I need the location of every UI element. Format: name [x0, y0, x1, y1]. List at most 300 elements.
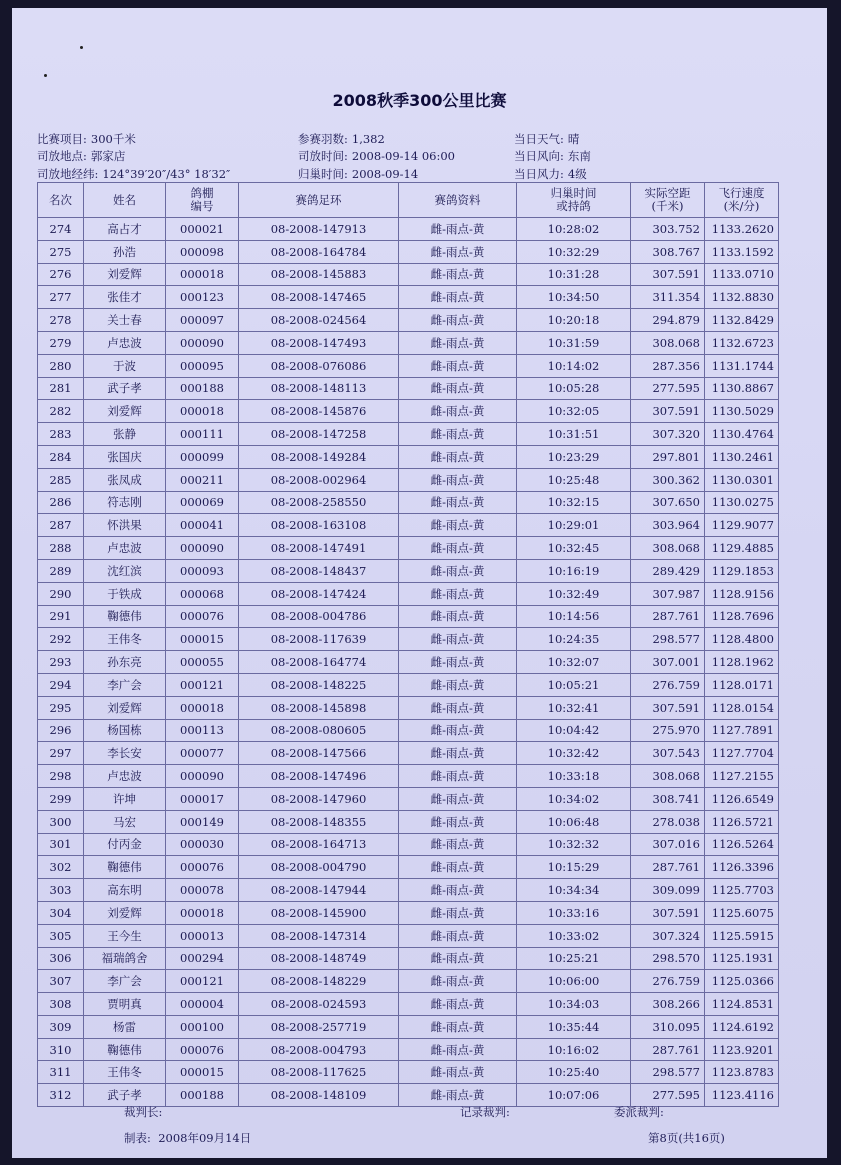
cell-loft-no: 000099 [166, 445, 239, 468]
cell-name: 武子孝 [84, 377, 166, 400]
cell-info: 雌-雨点-黄 [399, 491, 517, 514]
cell-info: 雌-雨点-黄 [399, 354, 517, 377]
cell-return-time: 10:24:35 [517, 628, 631, 651]
cell-loft-no: 000121 [166, 673, 239, 696]
cell-ring: 08-2008-004790 [239, 856, 399, 879]
table-row [38, 742, 779, 765]
cell-ring: 08-2008-147960 [239, 787, 399, 810]
cell-distance: 307.591 [631, 696, 705, 719]
cell-rank: 312 [38, 1084, 84, 1107]
cell-name: 刘爱辉 [84, 901, 166, 924]
scan-speck [80, 46, 83, 49]
cell-name: 王伟冬 [84, 1061, 166, 1084]
cell-loft-no: 000004 [166, 993, 239, 1016]
cell-speed: 1133.2620 [705, 218, 779, 241]
cell-ring: 08-2008-147314 [239, 924, 399, 947]
cell-rank: 287 [38, 514, 84, 537]
table-row [38, 696, 779, 719]
cell-ring: 08-2008-147424 [239, 582, 399, 605]
table-row [38, 1061, 779, 1084]
cell-loft-no: 000188 [166, 377, 239, 400]
cell-loft-no: 000123 [166, 286, 239, 309]
cell-distance: 287.761 [631, 856, 705, 879]
cell-info: 雌-雨点-黄 [399, 856, 517, 879]
cell-speed: 1127.2155 [705, 765, 779, 788]
cell-info: 雌-雨点-黄 [399, 993, 517, 1016]
cell-rank: 304 [38, 901, 84, 924]
cell-return-time: 10:32:07 [517, 651, 631, 674]
cell-info: 雌-雨点-黄 [399, 605, 517, 628]
cell-name: 卢忠波 [84, 537, 166, 560]
cell-rank: 303 [38, 879, 84, 902]
cell-info: 雌-雨点-黄 [399, 765, 517, 788]
cell-name: 李广会 [84, 970, 166, 993]
table-row [38, 331, 779, 354]
cell-loft-no: 000121 [166, 970, 239, 993]
table-row [38, 559, 779, 582]
cell-distance: 298.577 [631, 628, 705, 651]
cell-info: 雌-雨点-黄 [399, 286, 517, 309]
cell-distance: 289.429 [631, 559, 705, 582]
cell-rank: 281 [38, 377, 84, 400]
release-time: 司放时间: 2008-09-14 06:00 [298, 149, 455, 163]
cell-speed: 1130.5029 [705, 400, 779, 423]
header-info: 赛鸽资料 [399, 183, 517, 218]
cell-name: 王今生 [84, 924, 166, 947]
cell-speed: 1127.7704 [705, 742, 779, 765]
table-row [38, 901, 779, 924]
cell-rank: 282 [38, 400, 84, 423]
cell-loft-no: 000098 [166, 240, 239, 263]
cell-ring: 08-2008-147566 [239, 742, 399, 765]
cell-return-time: 10:29:01 [517, 514, 631, 537]
cell-speed: 1123.8783 [705, 1061, 779, 1084]
cell-info: 雌-雨点-黄 [399, 696, 517, 719]
cell-rank: 290 [38, 582, 84, 605]
cell-rank: 311 [38, 1061, 84, 1084]
cell-ring: 08-2008-147258 [239, 423, 399, 446]
cell-ring: 08-2008-148437 [239, 559, 399, 582]
cell-return-time: 10:23:29 [517, 445, 631, 468]
cell-ring: 08-2008-148749 [239, 947, 399, 970]
cell-name: 李长安 [84, 742, 166, 765]
cell-distance: 276.759 [631, 970, 705, 993]
cell-ring: 08-2008-002964 [239, 468, 399, 491]
cell-speed: 1128.4800 [705, 628, 779, 651]
cell-info: 雌-雨点-黄 [399, 1061, 517, 1084]
cell-distance: 278.038 [631, 810, 705, 833]
table-row [38, 240, 779, 263]
cell-name: 沈红滨 [84, 559, 166, 582]
cell-rank: 293 [38, 651, 84, 674]
cell-loft-no: 000018 [166, 400, 239, 423]
cell-return-time: 10:32:41 [517, 696, 631, 719]
cell-loft-no: 000294 [166, 947, 239, 970]
table-row [38, 309, 779, 332]
cell-speed: 1131.1744 [705, 354, 779, 377]
cell-info: 雌-雨点-黄 [399, 651, 517, 674]
cell-name: 李广会 [84, 673, 166, 696]
cell-name: 卢忠波 [84, 331, 166, 354]
participants: 参赛羽数: 1,382 [298, 132, 385, 146]
cell-return-time: 10:34:03 [517, 993, 631, 1016]
cell-speed: 1125.0366 [705, 970, 779, 993]
table-row [38, 673, 779, 696]
cell-return-time: 10:34:50 [517, 286, 631, 309]
cell-name: 于铁成 [84, 582, 166, 605]
cell-rank: 309 [38, 1015, 84, 1038]
cell-speed: 1125.7703 [705, 879, 779, 902]
table-header-row [38, 183, 779, 218]
cell-speed: 1128.9156 [705, 582, 779, 605]
cell-name: 张凤成 [84, 468, 166, 491]
cell-loft-no: 000113 [166, 719, 239, 742]
cell-distance: 307.016 [631, 833, 705, 856]
cell-return-time: 10:28:02 [517, 218, 631, 241]
cell-ring: 08-2008-117639 [239, 628, 399, 651]
cell-rank: 300 [38, 810, 84, 833]
cell-rank: 301 [38, 833, 84, 856]
cell-ring: 08-2008-163108 [239, 514, 399, 537]
cell-name: 张佳才 [84, 286, 166, 309]
table-row [38, 354, 779, 377]
cell-ring: 08-2008-145900 [239, 901, 399, 924]
cell-info: 雌-雨点-黄 [399, 719, 517, 742]
table-row [38, 491, 779, 514]
weather: 当日天气: 晴 [514, 132, 580, 146]
cell-ring: 08-2008-257719 [239, 1015, 399, 1038]
cell-return-time: 10:05:21 [517, 673, 631, 696]
table-row [38, 628, 779, 651]
delegated-referee: 委派裁判: [614, 1105, 664, 1119]
cell-ring: 08-2008-145898 [239, 696, 399, 719]
cell-return-time: 10:16:19 [517, 559, 631, 582]
cell-speed: 1126.5264 [705, 833, 779, 856]
cell-ring: 08-2008-145876 [239, 400, 399, 423]
results-table [37, 182, 779, 1107]
cell-return-time: 10:32:45 [517, 537, 631, 560]
cell-loft-no: 000090 [166, 537, 239, 560]
cell-ring: 08-2008-148225 [239, 673, 399, 696]
cell-name: 卢忠波 [84, 765, 166, 788]
cell-rank: 289 [38, 559, 84, 582]
cell-distance: 287.356 [631, 354, 705, 377]
cell-speed: 1124.6192 [705, 1015, 779, 1038]
page-number: 第8页(共16页) [648, 1131, 725, 1145]
cell-name: 许坤 [84, 787, 166, 810]
header-ring: 赛鸽足环 [239, 183, 399, 218]
cell-speed: 1130.0301 [705, 468, 779, 491]
cell-name: 鞠德伟 [84, 856, 166, 879]
cell-speed: 1125.6075 [705, 901, 779, 924]
cell-loft-no: 000149 [166, 810, 239, 833]
header-rank: 名次 [38, 183, 84, 218]
release-coords: 司放地经纬: 124°39′20″/43° 18′32″ [37, 167, 231, 181]
cell-rank: 275 [38, 240, 84, 263]
cell-return-time: 10:32:42 [517, 742, 631, 765]
cell-rank: 292 [38, 628, 84, 651]
cell-ring: 08-2008-148113 [239, 377, 399, 400]
cell-speed: 1127.7891 [705, 719, 779, 742]
cell-info: 雌-雨点-黄 [399, 673, 517, 696]
cell-ring: 08-2008-164713 [239, 833, 399, 856]
cell-info: 雌-雨点-黄 [399, 218, 517, 241]
cell-ring: 08-2008-147913 [239, 218, 399, 241]
cell-loft-no: 000090 [166, 765, 239, 788]
table-row [38, 924, 779, 947]
table-row [38, 993, 779, 1016]
header-name: 姓名 [84, 183, 166, 218]
prepared-by: 制表: 2008年09月14日 [124, 1131, 252, 1145]
cell-ring: 08-2008-145883 [239, 263, 399, 286]
cell-loft-no: 000076 [166, 1038, 239, 1061]
table-row [38, 263, 779, 286]
table-row [38, 400, 779, 423]
cell-return-time: 10:16:02 [517, 1038, 631, 1061]
cell-speed: 1132.8429 [705, 309, 779, 332]
cell-return-time: 10:33:02 [517, 924, 631, 947]
cell-distance: 307.591 [631, 400, 705, 423]
cell-distance: 303.964 [631, 514, 705, 537]
header-distance: 实际空距 (千米) [631, 183, 705, 218]
cell-distance: 309.099 [631, 879, 705, 902]
cell-speed: 1125.1931 [705, 947, 779, 970]
cell-name: 怀洪果 [84, 514, 166, 537]
cell-name: 杨国栋 [84, 719, 166, 742]
cell-speed: 1132.6723 [705, 331, 779, 354]
cell-rank: 308 [38, 993, 84, 1016]
cell-rank: 276 [38, 263, 84, 286]
table-row [38, 582, 779, 605]
cell-rank: 288 [38, 537, 84, 560]
cell-return-time: 10:06:00 [517, 970, 631, 993]
cell-loft-no: 000018 [166, 696, 239, 719]
cell-ring: 08-2008-024564 [239, 309, 399, 332]
cell-ring: 08-2008-148355 [239, 810, 399, 833]
cell-name: 鞠德伟 [84, 605, 166, 628]
cell-info: 雌-雨点-黄 [399, 240, 517, 263]
cell-info: 雌-雨点-黄 [399, 537, 517, 560]
cell-return-time: 10:25:40 [517, 1061, 631, 1084]
cell-ring: 08-2008-004786 [239, 605, 399, 628]
cell-distance: 307.650 [631, 491, 705, 514]
result-sheet [12, 8, 827, 1158]
cell-rank: 305 [38, 924, 84, 947]
cell-speed: 1133.0710 [705, 263, 779, 286]
cell-distance: 307.987 [631, 582, 705, 605]
table-row [38, 218, 779, 241]
wind-force: 当日风力: 4级 [514, 167, 587, 181]
header-return-time: 归巢时间 或持鸽 [517, 183, 631, 218]
cell-rank: 296 [38, 719, 84, 742]
cell-return-time: 10:34:02 [517, 787, 631, 810]
header-loft-no: 鸽棚 编号 [166, 183, 239, 218]
cell-ring: 08-2008-148229 [239, 970, 399, 993]
cell-rank: 297 [38, 742, 84, 765]
cell-speed: 1130.2461 [705, 445, 779, 468]
table-row [38, 765, 779, 788]
cell-name: 王伟冬 [84, 628, 166, 651]
cell-speed: 1130.4764 [705, 423, 779, 446]
cell-return-time: 10:31:51 [517, 423, 631, 446]
cell-rank: 306 [38, 947, 84, 970]
cell-name: 武子孝 [84, 1084, 166, 1107]
cell-rank: 302 [38, 856, 84, 879]
cell-info: 雌-雨点-黄 [399, 833, 517, 856]
cell-rank: 310 [38, 1038, 84, 1061]
cell-speed: 1128.0171 [705, 673, 779, 696]
cell-speed: 1129.9077 [705, 514, 779, 537]
cell-rank: 298 [38, 765, 84, 788]
cell-loft-no: 000018 [166, 901, 239, 924]
cell-loft-no: 000021 [166, 218, 239, 241]
cell-speed: 1124.8531 [705, 993, 779, 1016]
cell-ring: 08-2008-080605 [239, 719, 399, 742]
cell-distance: 303.752 [631, 218, 705, 241]
cell-return-time: 10:33:16 [517, 901, 631, 924]
table-row [38, 537, 779, 560]
cell-distance: 297.801 [631, 445, 705, 468]
cell-name: 马宏 [84, 810, 166, 833]
cell-loft-no: 000211 [166, 468, 239, 491]
wind-direction: 当日风向: 东南 [514, 149, 591, 163]
cell-return-time: 10:33:18 [517, 765, 631, 788]
cell-return-time: 10:35:44 [517, 1015, 631, 1038]
cell-speed: 1128.0154 [705, 696, 779, 719]
return-time: 归巢时间: 2008-09-14 [298, 167, 419, 181]
cell-loft-no: 000055 [166, 651, 239, 674]
cell-speed: 1125.5915 [705, 924, 779, 947]
cell-loft-no: 000030 [166, 833, 239, 856]
cell-name: 高东明 [84, 879, 166, 902]
cell-speed: 1132.8830 [705, 286, 779, 309]
cell-name: 张静 [84, 423, 166, 446]
cell-ring: 08-2008-147465 [239, 286, 399, 309]
cell-name: 高占才 [84, 218, 166, 241]
cell-info: 雌-雨点-黄 [399, 309, 517, 332]
cell-ring: 08-2008-147493 [239, 331, 399, 354]
cell-rank: 278 [38, 309, 84, 332]
cell-distance: 287.761 [631, 1038, 705, 1061]
cell-return-time: 10:06:48 [517, 810, 631, 833]
cell-distance: 298.570 [631, 947, 705, 970]
cell-distance: 294.879 [631, 309, 705, 332]
cell-loft-no: 000093 [166, 559, 239, 582]
cell-info: 雌-雨点-黄 [399, 559, 517, 582]
cell-distance: 277.595 [631, 377, 705, 400]
race-item: 比赛项目: 300千米 [37, 132, 136, 146]
cell-info: 雌-雨点-黄 [399, 787, 517, 810]
cell-rank: 286 [38, 491, 84, 514]
cell-return-time: 10:32:15 [517, 491, 631, 514]
cell-distance: 307.543 [631, 742, 705, 765]
cell-info: 雌-雨点-黄 [399, 514, 517, 537]
cell-rank: 277 [38, 286, 84, 309]
cell-distance: 300.362 [631, 468, 705, 491]
page-title: 2008秋季300公里比赛 [332, 91, 507, 110]
table-row [38, 377, 779, 400]
cell-loft-no: 000077 [166, 742, 239, 765]
cell-ring: 08-2008-164784 [239, 240, 399, 263]
cell-distance: 308.741 [631, 787, 705, 810]
table-row [38, 810, 779, 833]
cell-info: 雌-雨点-黄 [399, 970, 517, 993]
cell-loft-no: 000069 [166, 491, 239, 514]
cell-ring: 08-2008-147496 [239, 765, 399, 788]
cell-speed: 1130.8867 [705, 377, 779, 400]
cell-loft-no: 000097 [166, 309, 239, 332]
cell-distance: 307.324 [631, 924, 705, 947]
cell-return-time: 10:15:29 [517, 856, 631, 879]
cell-name: 刘爱辉 [84, 263, 166, 286]
table-row [38, 1015, 779, 1038]
cell-loft-no: 000017 [166, 787, 239, 810]
cell-rank: 307 [38, 970, 84, 993]
table-row [38, 1038, 779, 1061]
table-row [38, 468, 779, 491]
cell-speed: 1128.7696 [705, 605, 779, 628]
cell-name: 贾明真 [84, 993, 166, 1016]
cell-return-time: 10:20:18 [517, 309, 631, 332]
cell-rank: 299 [38, 787, 84, 810]
cell-rank: 295 [38, 696, 84, 719]
cell-name: 孙浩 [84, 240, 166, 263]
cell-rank: 284 [38, 445, 84, 468]
cell-distance: 287.761 [631, 605, 705, 628]
cell-distance: 311.354 [631, 286, 705, 309]
cell-loft-no: 000041 [166, 514, 239, 537]
cell-name: 鞠德伟 [84, 1038, 166, 1061]
cell-distance: 307.320 [631, 423, 705, 446]
table-row [38, 445, 779, 468]
cell-speed: 1129.4885 [705, 537, 779, 560]
cell-rank: 294 [38, 673, 84, 696]
cell-return-time: 10:25:48 [517, 468, 631, 491]
cell-distance: 298.577 [631, 1061, 705, 1084]
cell-return-time: 10:25:21 [517, 947, 631, 970]
cell-ring: 08-2008-258550 [239, 491, 399, 514]
cell-speed: 1130.0275 [705, 491, 779, 514]
table-row [38, 651, 779, 674]
cell-info: 雌-雨点-黄 [399, 628, 517, 651]
cell-loft-no: 000090 [166, 331, 239, 354]
cell-loft-no: 000095 [166, 354, 239, 377]
cell-return-time: 10:07:06 [517, 1084, 631, 1107]
cell-speed: 1123.4116 [705, 1084, 779, 1107]
cell-name: 于波 [84, 354, 166, 377]
cell-ring: 08-2008-076086 [239, 354, 399, 377]
cell-return-time: 10:34:34 [517, 879, 631, 902]
cell-return-time: 10:32:05 [517, 400, 631, 423]
cell-name: 刘爱辉 [84, 400, 166, 423]
header-speed: 飞行速度 (米/分) [705, 183, 779, 218]
cell-loft-no: 000015 [166, 1061, 239, 1084]
cell-info: 雌-雨点-黄 [399, 400, 517, 423]
cell-info: 雌-雨点-黄 [399, 742, 517, 765]
scan-speck [44, 74, 47, 77]
cell-speed: 1128.1962 [705, 651, 779, 674]
cell-ring: 08-2008-164774 [239, 651, 399, 674]
cell-name: 刘爱辉 [84, 696, 166, 719]
cell-name: 杨雷 [84, 1015, 166, 1038]
cell-return-time: 10:14:56 [517, 605, 631, 628]
cell-distance: 308.767 [631, 240, 705, 263]
cell-info: 雌-雨点-黄 [399, 1038, 517, 1061]
cell-rank: 279 [38, 331, 84, 354]
cell-return-time: 10:32:32 [517, 833, 631, 856]
cell-distance: 307.591 [631, 901, 705, 924]
cell-info: 雌-雨点-黄 [399, 901, 517, 924]
